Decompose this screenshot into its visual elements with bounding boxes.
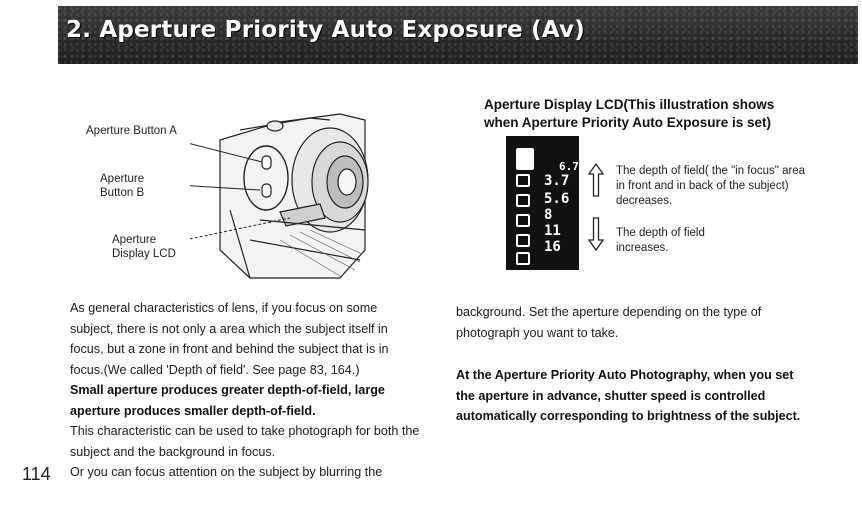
lcd-value-16: 16: [544, 239, 561, 255]
label-aperture-button-b: [100, 172, 144, 200]
lcd-segment-5: [516, 252, 530, 265]
label-lcd-line2: Display LCD: [112, 248, 176, 260]
lcd-value-3-7: 3.7: [544, 173, 570, 189]
page-number: 114: [22, 464, 51, 484]
camera-illustration: [190, 100, 380, 285]
aperture-lcd-display: [506, 136, 579, 270]
lcd-segment-1: [516, 174, 530, 187]
lcd-segment-2: [516, 194, 530, 207]
lcd-value-8: 8: [544, 207, 553, 223]
lcd-value-11: 11: [544, 223, 561, 239]
section-header-banner: [58, 6, 858, 64]
arrow-up-icon: [586, 162, 606, 198]
lcd-segment-3: [516, 214, 530, 227]
note-depth-increases: The depth of field increases.: [616, 227, 705, 254]
body-right-column: [456, 302, 804, 427]
lcd-heading-line1: Aperture Display LCD(This illustration shows: [484, 97, 775, 112]
body-right-bold: At the Aperture Priority Auto Photography, when you set the aperture in advance, shutter speed is controlled automatically corresponding to brightness of the subject.: [456, 368, 801, 423]
label-aperture-button-b-line1: Aperture: [100, 173, 145, 185]
body-right-para-1: background. Set the aperture depending on the type of photograph you want to take.: [456, 305, 762, 340]
lcd-segment-4: [516, 234, 530, 247]
label-aperture-display-lcd: [112, 233, 176, 261]
label-aperture-button-a: Aperture Button A: [86, 125, 177, 137]
lcd-heading-line2: when Aperture Priority Auto Exposure is set): [484, 115, 772, 130]
section-title: 2. Aperture Priority Auto Exposure (Av): [66, 17, 585, 43]
lcd-heading: [484, 96, 804, 132]
body-left-para-2: This characteristic can be used to take photograph for both the subject and the background in focus.: [70, 424, 420, 459]
label-aperture-button-b-line2: Button B: [100, 187, 145, 199]
body-left-bold: Small aperture produces greater depth-of-field, large aperture produces smaller depth-of-field.: [70, 383, 385, 418]
body-left-para-3: Or you can focus attention on the subject by blurring the: [70, 465, 383, 479]
lcd-value-6-7: 6.7: [559, 160, 579, 173]
note-depth-decreases: The depth of field( the "in focus" area in front and in back of the subject) decreases.: [616, 165, 806, 207]
lcd-indicator-bar: [516, 148, 534, 170]
lcd-value-5-6: 5.6: [544, 191, 570, 207]
arrow-down-icon: [586, 216, 606, 252]
body-left-column: [70, 298, 422, 483]
body-left-para-1: As general characteristics of lens, if you focus on some subject, there is not only a area which the subject itself in focus, but a zone in front and behind the subject that is in focus.(We called 'Depth of field'. See page 83, 164.): [70, 301, 389, 377]
label-lcd-line1: Aperture: [112, 234, 157, 246]
